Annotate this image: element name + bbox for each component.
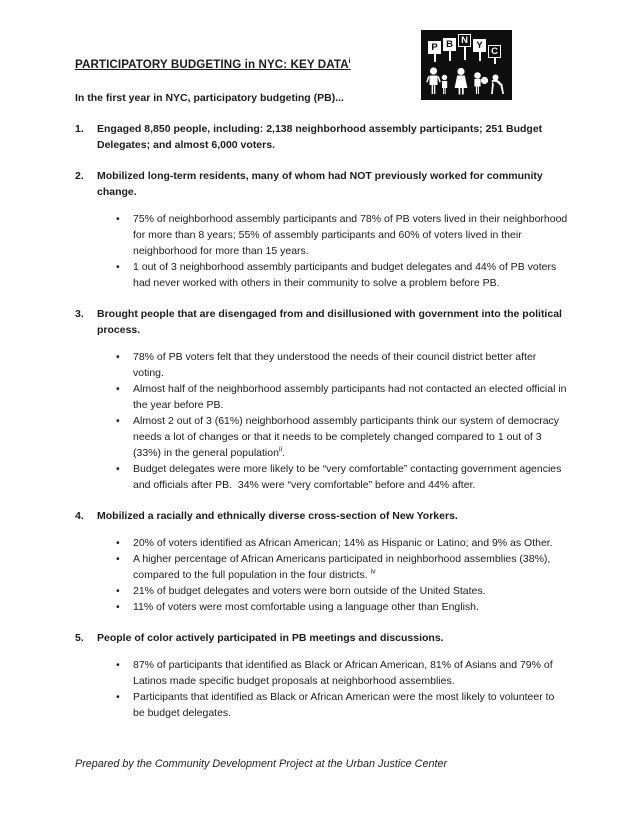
footnote-ref: iv: [370, 568, 376, 576]
pbnyc-logo: [421, 30, 512, 100]
logo-tile-n: N: [458, 34, 471, 47]
bullet-text: Almost half of the neighborhood assembly participants had not contacted an elected official in the year before PB.: [133, 383, 570, 411]
item-head: [75, 121, 568, 153]
bullet-list: [75, 535, 568, 615]
numbered-item-5: [75, 630, 568, 721]
crowd-figures-icon: [421, 64, 512, 98]
logo-tile-y: Y: [473, 39, 486, 52]
item-number: 1.: [75, 123, 84, 135]
numbered-item-2: [75, 168, 571, 291]
item-heading: Mobilized long-term residents, many of whom had NOT previously worked for community change.: [97, 170, 546, 198]
bullet-item: [75, 259, 568, 291]
bullet-text: 1 out of 3 neighborhood assembly participants and budget delegates and 44% of PB voters had never worked with others in their community to solve a problem before PB.: [133, 261, 560, 289]
item-number: 4.: [75, 510, 84, 522]
item-head: [75, 508, 568, 524]
numbered-item-4: [75, 508, 568, 615]
bullet-item: [75, 535, 568, 551]
bullet-text: 20% of voters identified as African American; 14% as Hispanic or Latino; and 9% as Other.: [133, 537, 553, 549]
items-list: [75, 121, 571, 721]
logo-tile-b: B: [443, 38, 456, 51]
item-heading: Engaged 8,850 people, including: 2,138 neighborhood assembly participants; 251 Budget Delegates; and almost 6,000 voters.: [97, 123, 546, 151]
footnote-ref-title: i: [348, 58, 351, 66]
bullet-item: [75, 657, 568, 689]
bullet-item: [75, 211, 571, 259]
bullet-item: [75, 551, 568, 583]
item-head: [75, 168, 568, 200]
bullet-list: [75, 349, 568, 493]
bullet-item: [75, 599, 568, 615]
bullet-item: [75, 349, 568, 381]
bullet-suffix: .: [282, 447, 285, 459]
item-heading: Mobilized a racially and ethnically diverse cross-section of New Yorkers.: [97, 510, 458, 522]
logo-tile-c: C: [488, 45, 501, 58]
bullet-item: [75, 413, 568, 461]
bullet-text: A higher percentage of African Americans participated in neighborhood assemblies (38%), compared to the full population in the four districts.: [133, 553, 554, 581]
item-head: [75, 630, 568, 646]
bullet-item: [75, 583, 568, 599]
numbered-item-3: [75, 306, 568, 493]
bullet-list: [75, 211, 571, 291]
bullet-text: Participants that identified as Black or African American were the most likely to volunteer to be budget delegates.: [133, 691, 558, 719]
item-number: 5.: [75, 632, 84, 644]
footer-credit: Prepared by the Community Development Project at the Urban Justice Center: [75, 758, 448, 770]
bullet-list: [75, 657, 568, 721]
bullet-text: Budget delegates were more likely to be “very comfortable” contacting government agencies and officials after PB. 34% were “very comfortable” before and 44% after.: [133, 463, 565, 491]
item-head: [75, 306, 568, 338]
item-heading: Brought people that are disengaged from and disillusioned with government into the political process.: [97, 308, 565, 336]
numbered-item-1: [75, 121, 568, 153]
bullet-text: 87% of participants that identified as Black or African American, 81% of Asians and 79% of Latinos made specific budget proposals at neighborhood assemblies.: [133, 659, 556, 687]
bullet-text: 21% of budget delegates and voters were born outside of the United States.: [133, 585, 486, 597]
footnote-ref: ii: [278, 446, 283, 454]
page-title-text: PARTICIPATORY BUDGETING in NYC: KEY DATA: [75, 58, 349, 71]
bullet-item: [75, 381, 568, 413]
bullet-text: 78% of PB voters felt that they understood the needs of their council district better after voting.: [133, 351, 540, 379]
bullet-text: 11% of voters were most comfortable using a language other than English.: [133, 601, 479, 613]
bullet-text: Almost 2 out of 3 (61%) neighborhood assembly participants think our system of democracy needs a lot of changes or that it needs to be completely changed compared to 1 out of 3 (33%) in the general population: [133, 415, 562, 459]
item-heading: People of color actively participated in PB meetings and discussions.: [97, 632, 444, 644]
item-number: 2.: [75, 170, 84, 182]
bullet-item: [75, 689, 568, 721]
item-number: 3.: [75, 308, 84, 320]
intro-line: In the first year in NYC, participatory budgeting (PB)...: [75, 92, 344, 104]
bullet-text: 75% of neighborhood assembly participants and 78% of PB voters lived in their neighborhood for more than 8 years; 55% of assembly participants and 60% of voters lived in their neighborhood for more than 15 years.: [133, 213, 571, 257]
logo-tile-p: P: [428, 41, 441, 54]
bullet-item: [75, 461, 568, 493]
